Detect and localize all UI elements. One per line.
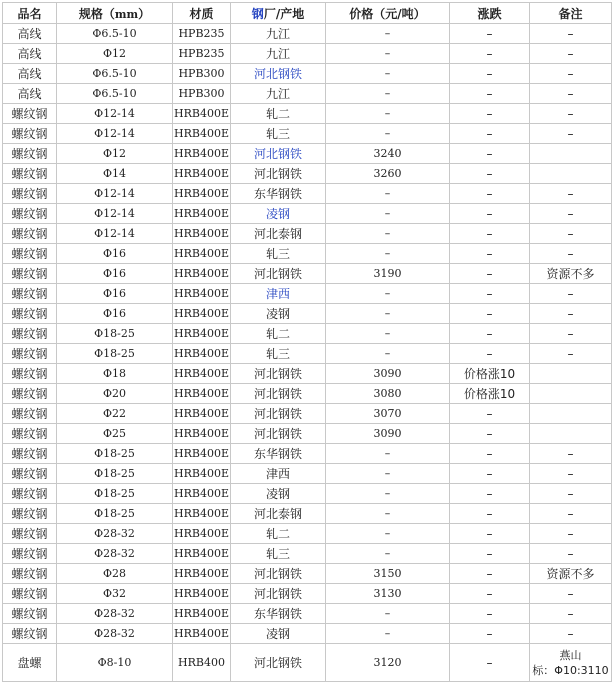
header-origin: 钢厂/产地 — [231, 3, 326, 24]
cell-note: – — [530, 584, 612, 604]
cell-spec: Φ6.5-10 — [57, 84, 173, 104]
table-row — [3, 424, 612, 444]
cell-price: – — [326, 344, 450, 364]
cell-origin: 轧三 — [231, 124, 326, 144]
cell-material: HRB400E — [173, 524, 231, 544]
cell-price: – — [326, 284, 450, 304]
cell-material: HRB400E — [173, 244, 231, 264]
cell-material: HRB400E — [173, 184, 231, 204]
table-row — [3, 84, 612, 104]
cell-note: 资源不多 — [530, 564, 612, 584]
cell-origin: 轧三 — [231, 344, 326, 364]
cell-note — [530, 144, 612, 164]
cell-material: HRB400E — [173, 204, 231, 224]
cell-material: HRB400E — [173, 624, 231, 644]
cell-note: – — [530, 124, 612, 144]
cell-origin: 凌钢 — [231, 304, 326, 324]
cell-material: HRB400E — [173, 424, 231, 444]
cell-price: – — [326, 504, 450, 524]
cell-material: HRB400E — [173, 224, 231, 244]
table-row — [3, 124, 612, 144]
table-row — [3, 104, 612, 124]
cell-spec: Φ18-25 — [57, 484, 173, 504]
header-material: 材质 — [173, 3, 231, 24]
cell-spec: Φ16 — [57, 264, 173, 284]
cell-change: – — [450, 544, 530, 564]
cell-note: – — [530, 304, 612, 324]
cell-name: 螺纹钢 — [3, 524, 57, 544]
cell-price: 3150 — [326, 564, 450, 584]
cell-name: 螺纹钢 — [3, 164, 57, 184]
cell-name: 螺纹钢 — [3, 304, 57, 324]
cell-change: – — [450, 584, 530, 604]
cell-spec: Φ12-14 — [57, 124, 173, 144]
table-row — [3, 44, 612, 64]
cell-origin: 河北钢铁 — [231, 264, 326, 284]
table-row — [3, 224, 612, 244]
cell-change: – — [450, 124, 530, 144]
cell-name: 螺纹钢 — [3, 564, 57, 584]
cell-note: – — [530, 24, 612, 44]
cell-name: 螺纹钢 — [3, 124, 57, 144]
cell-origin: 河北钢铁 — [231, 164, 326, 184]
table-row — [3, 164, 612, 184]
cell-spec: Φ16 — [57, 244, 173, 264]
cell-spec: Φ18-25 — [57, 464, 173, 484]
cell-spec: Φ6.5-10 — [57, 64, 173, 84]
cell-name: 高线 — [3, 24, 57, 44]
cell-price: 3090 — [326, 364, 450, 384]
cell-spec: Φ28-32 — [57, 524, 173, 544]
cell-origin: 河北钢铁 — [231, 584, 326, 604]
cell-price: 3070 — [326, 404, 450, 424]
table-row — [3, 504, 612, 524]
table-row — [3, 384, 612, 404]
table-row — [3, 144, 612, 164]
cell-origin: 东华钢铁 — [231, 604, 326, 624]
cell-material: HRB400E — [173, 124, 231, 144]
cell-price: – — [326, 304, 450, 324]
cell-name: 螺纹钢 — [3, 544, 57, 564]
table-row — [3, 204, 612, 224]
cell-material: HRB400E — [173, 444, 231, 464]
cell-material: HRB400E — [173, 544, 231, 564]
cell-name: 螺纹钢 — [3, 584, 57, 604]
cell-note: – — [530, 604, 612, 624]
cell-note: – — [530, 464, 612, 484]
cell-change: – — [450, 424, 530, 444]
cell-note: – — [530, 284, 612, 304]
cell-note: – — [530, 64, 612, 84]
table-row — [3, 564, 612, 584]
table-row — [3, 544, 612, 564]
cell-material: HRB400E — [173, 584, 231, 604]
cell-spec: Φ18 — [57, 364, 173, 384]
cell-material: HRB400E — [173, 324, 231, 344]
cell-material: HRB400E — [173, 164, 231, 184]
cell-origin: 凌钢 — [231, 484, 326, 504]
cell-material: HRB400E — [173, 464, 231, 484]
cell-spec: Φ20 — [57, 384, 173, 404]
table-body — [3, 24, 612, 682]
cell-name: 高线 — [3, 44, 57, 64]
cell-material: HRB400E — [173, 484, 231, 504]
cell-change: – — [450, 244, 530, 264]
cell-note: – — [530, 444, 612, 464]
cell-price: 3130 — [326, 584, 450, 604]
cell-change: – — [450, 404, 530, 424]
cell-spec: Φ28-32 — [57, 544, 173, 564]
cell-origin: 轧三 — [231, 244, 326, 264]
cell-origin: 津西 — [231, 284, 326, 304]
cell-name: 高线 — [3, 84, 57, 104]
cell-change: – — [450, 104, 530, 124]
cell-price: – — [326, 124, 450, 144]
cell-material: HRB400E — [173, 264, 231, 284]
cell-name: 螺纹钢 — [3, 624, 57, 644]
cell-note: – — [530, 224, 612, 244]
cell-material: HRB400E — [173, 104, 231, 124]
cell-spec: Φ12 — [57, 44, 173, 64]
cell-change: – — [450, 644, 530, 682]
cell-origin: 河北钢铁 — [231, 144, 326, 164]
cell-note — [530, 384, 612, 404]
cell-note: – — [530, 544, 612, 564]
cell-change: – — [450, 304, 530, 324]
cell-note: – — [530, 184, 612, 204]
cell-origin: 凌钢 — [231, 204, 326, 224]
cell-origin: 河北泰钢 — [231, 224, 326, 244]
cell-change: – — [450, 464, 530, 484]
cell-name: 高线 — [3, 64, 57, 84]
table-row — [3, 404, 612, 424]
cell-spec: Φ6.5-10 — [57, 24, 173, 44]
cell-spec: Φ16 — [57, 284, 173, 304]
table-row — [3, 524, 612, 544]
cell-name: 螺纹钢 — [3, 244, 57, 264]
cell-spec: Φ12-14 — [57, 204, 173, 224]
cell-price: 3190 — [326, 264, 450, 284]
table-row — [3, 644, 612, 682]
cell-price: 3080 — [326, 384, 450, 404]
cell-change: – — [450, 204, 530, 224]
cell-note: – — [530, 84, 612, 104]
header-price: 价格（元/吨） — [326, 3, 450, 24]
cell-origin: 九江 — [231, 24, 326, 44]
cell-price: 3120 — [326, 644, 450, 682]
cell-change: – — [450, 504, 530, 524]
cell-name: 螺纹钢 — [3, 404, 57, 424]
cell-material: HRB400E — [173, 404, 231, 424]
cell-note: – — [530, 344, 612, 364]
cell-origin: 河北钢铁 — [231, 424, 326, 444]
cell-price: – — [326, 204, 450, 224]
cell-name: 螺纹钢 — [3, 224, 57, 244]
table-row — [3, 284, 612, 304]
cell-change: – — [450, 144, 530, 164]
cell-material: HPB235 — [173, 24, 231, 44]
cell-origin: 河北钢铁 — [231, 64, 326, 84]
cell-spec: Φ18-25 — [57, 344, 173, 364]
cell-material: HRB400E — [173, 604, 231, 624]
cell-change: – — [450, 164, 530, 184]
cell-spec: Φ28-32 — [57, 604, 173, 624]
cell-name: 螺纹钢 — [3, 184, 57, 204]
cell-change: – — [450, 324, 530, 344]
cell-name: 螺纹钢 — [3, 484, 57, 504]
cell-note: – — [530, 524, 612, 544]
cell-price: – — [326, 64, 450, 84]
note-line-1: 燕山 — [559, 648, 582, 662]
cell-spec: Φ12-14 — [57, 104, 173, 124]
cell-origin: 东华钢铁 — [231, 184, 326, 204]
cell-origin: 轧二 — [231, 324, 326, 344]
cell-origin: 轧三 — [231, 544, 326, 564]
cell-price: – — [326, 224, 450, 244]
cell-spec: Φ12-14 — [57, 184, 173, 204]
cell-origin: 东华钢铁 — [231, 444, 326, 464]
cell-note: – — [530, 484, 612, 504]
cell-change: – — [450, 84, 530, 104]
cell-material: HPB235 — [173, 44, 231, 64]
cell-note: – — [530, 244, 612, 264]
cell-name: 螺纹钢 — [3, 264, 57, 284]
cell-name: 螺纹钢 — [3, 424, 57, 444]
header-spec: 规格（mm） — [57, 3, 173, 24]
cell-change: – — [450, 224, 530, 244]
table-row — [3, 364, 612, 384]
cell-change: – — [450, 184, 530, 204]
cell-price: – — [326, 104, 450, 124]
cell-origin: 河北钢铁 — [231, 364, 326, 384]
header-name: 品名 — [3, 3, 57, 24]
cell-material: HRB400E — [173, 364, 231, 384]
cell-price: – — [326, 604, 450, 624]
cell-origin: 河北钢铁 — [231, 384, 326, 404]
cell-spec: Φ12 — [57, 144, 173, 164]
cell-note — [530, 364, 612, 384]
cell-origin: 津西 — [231, 464, 326, 484]
cell-spec: Φ14 — [57, 164, 173, 184]
cell-price: 3260 — [326, 164, 450, 184]
cell-spec: Φ16 — [57, 304, 173, 324]
table-row — [3, 64, 612, 84]
table-row — [3, 184, 612, 204]
cell-origin: 凌钢 — [231, 624, 326, 644]
cell-price: – — [326, 244, 450, 264]
cell-price: – — [326, 324, 450, 344]
cell-change: – — [450, 264, 530, 284]
table-row — [3, 624, 612, 644]
cell-spec: Φ18-25 — [57, 504, 173, 524]
cell-note: – — [530, 104, 612, 124]
table-row — [3, 244, 612, 264]
cell-change: – — [450, 484, 530, 504]
cell-material: HRB400E — [173, 564, 231, 584]
cell-note: – — [530, 44, 612, 64]
cell-change: 价格涨10 — [450, 364, 530, 384]
cell-origin: 九江 — [231, 44, 326, 64]
note-line-2: 标：Φ10:3110 — [532, 663, 609, 677]
cell-price: – — [326, 24, 450, 44]
cell-spec: Φ18-25 — [57, 324, 173, 344]
cell-note — [530, 644, 612, 682]
cell-change: – — [450, 24, 530, 44]
table-row — [3, 344, 612, 364]
cell-material: HRB400E — [173, 344, 231, 364]
cell-change: – — [450, 64, 530, 84]
header-change: 涨跌 — [450, 3, 530, 24]
steel-price-table — [2, 2, 612, 682]
cell-price: 3090 — [326, 424, 450, 444]
cell-origin: 九江 — [231, 84, 326, 104]
cell-note: – — [530, 324, 612, 344]
cell-price: – — [326, 524, 450, 544]
cell-material: HRB400E — [173, 284, 231, 304]
cell-origin: 轧二 — [231, 104, 326, 124]
cell-spec: Φ22 — [57, 404, 173, 424]
table-row — [3, 484, 612, 504]
cell-origin: 河北钢铁 — [231, 644, 326, 682]
cell-spec: Φ18-25 — [57, 444, 173, 464]
table-row — [3, 444, 612, 464]
table-row — [3, 24, 612, 44]
cell-spec: Φ12-14 — [57, 224, 173, 244]
cell-price: – — [326, 484, 450, 504]
table-row — [3, 584, 612, 604]
cell-spec: Φ28 — [57, 564, 173, 584]
cell-material: HRB400E — [173, 384, 231, 404]
cell-change: – — [450, 624, 530, 644]
cell-origin: 河北钢铁 — [231, 404, 326, 424]
cell-name: 螺纹钢 — [3, 204, 57, 224]
cell-change: – — [450, 444, 530, 464]
cell-price: – — [326, 184, 450, 204]
table-header-row — [3, 3, 612, 24]
cell-note: – — [530, 204, 612, 224]
cell-change: – — [450, 604, 530, 624]
cell-origin: 河北泰钢 — [231, 504, 326, 524]
cell-price: – — [326, 464, 450, 484]
header-note: 备注 — [530, 3, 612, 24]
cell-note — [530, 404, 612, 424]
cell-name: 螺纹钢 — [3, 364, 57, 384]
table-row — [3, 304, 612, 324]
cell-change: – — [450, 524, 530, 544]
cell-price: – — [326, 544, 450, 564]
cell-name: 螺纹钢 — [3, 344, 57, 364]
cell-spec: Φ8-10 — [57, 644, 173, 682]
cell-price: – — [326, 624, 450, 644]
cell-change: 价格涨10 — [450, 384, 530, 404]
cell-name: 螺纹钢 — [3, 464, 57, 484]
cell-note: – — [530, 504, 612, 524]
cell-price: – — [326, 44, 450, 64]
cell-note: 资源不多 — [530, 264, 612, 284]
cell-spec: Φ25 — [57, 424, 173, 444]
cell-change: – — [450, 44, 530, 64]
cell-name: 螺纹钢 — [3, 104, 57, 124]
cell-note: – — [530, 624, 612, 644]
cell-change: – — [450, 344, 530, 364]
cell-material: HPB300 — [173, 64, 231, 84]
table-row — [3, 324, 612, 344]
cell-name: 螺纹钢 — [3, 144, 57, 164]
cell-name: 螺纹钢 — [3, 324, 57, 344]
table-row — [3, 264, 612, 284]
cell-spec: Φ28-32 — [57, 624, 173, 644]
cell-origin: 河北钢铁 — [231, 564, 326, 584]
cell-price: – — [326, 444, 450, 464]
cell-change: – — [450, 284, 530, 304]
cell-name: 螺纹钢 — [3, 604, 57, 624]
cell-material: HRB400E — [173, 304, 231, 324]
cell-name: 盘螺 — [3, 644, 57, 682]
cell-price: – — [326, 84, 450, 104]
cell-change: – — [450, 564, 530, 584]
table-row — [3, 604, 612, 624]
cell-origin: 轧二 — [231, 524, 326, 544]
cell-spec: Φ32 — [57, 584, 173, 604]
cell-material: HRB400E — [173, 504, 231, 524]
cell-name: 螺纹钢 — [3, 504, 57, 524]
cell-price: 3240 — [326, 144, 450, 164]
cell-material: HRB400E — [173, 144, 231, 164]
cell-name: 螺纹钢 — [3, 284, 57, 304]
cell-name: 螺纹钢 — [3, 444, 57, 464]
cell-material: HPB300 — [173, 84, 231, 104]
cell-note — [530, 424, 612, 444]
cell-material: HRB400 — [173, 644, 231, 682]
table-row — [3, 464, 612, 484]
cell-note — [530, 164, 612, 184]
cell-name: 螺纹钢 — [3, 384, 57, 404]
